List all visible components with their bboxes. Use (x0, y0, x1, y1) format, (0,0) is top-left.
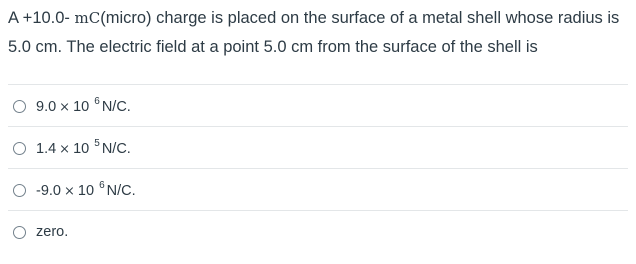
answer-choice-label (36, 181, 136, 199)
times-sign: × (64, 183, 75, 199)
choice-unit: N/C. (101, 98, 131, 115)
question-part1: A +10.0- (8, 9, 75, 27)
choice-unit: N/C. (101, 140, 131, 157)
times-sign: × (59, 141, 71, 157)
radio-button[interactable] (13, 100, 26, 113)
answer-choice-label: zero. (36, 224, 69, 240)
answer-choice-3[interactable] (8, 168, 628, 211)
answer-choice-4[interactable] (8, 210, 628, 253)
question-text (8, 4, 634, 62)
choice-exponent: 5 (94, 138, 100, 150)
radio-button[interactable] (13, 226, 26, 239)
choice-mantissa: 9.0 (36, 98, 57, 115)
choice-mantissa: -9.0 (36, 182, 61, 199)
question-part2: (micro) charge is placed on the surface of a metal shell whose radius is 5.0 cm. The electric field at a point 5.0 cm from the surface of the shell is (8, 9, 620, 56)
choice-base: 10 (77, 182, 95, 199)
times-sign: × (59, 99, 71, 115)
choice-exponent: 6 (99, 180, 105, 192)
radio-button[interactable] (13, 142, 26, 155)
choice-base: 10 (73, 140, 90, 157)
choice-base: 10 (73, 98, 90, 115)
answer-choice-label (36, 139, 131, 157)
answer-choice-2[interactable] (8, 126, 628, 169)
choice-unit: N/C. (106, 182, 136, 199)
choice-mantissa: 1.4 (36, 140, 57, 157)
radio-button[interactable] (13, 184, 26, 197)
answer-choice-1[interactable] (8, 84, 628, 127)
answer-choice-label (36, 97, 131, 115)
choice-exponent: 6 (94, 96, 100, 108)
charge-unit: mC (74, 9, 101, 27)
